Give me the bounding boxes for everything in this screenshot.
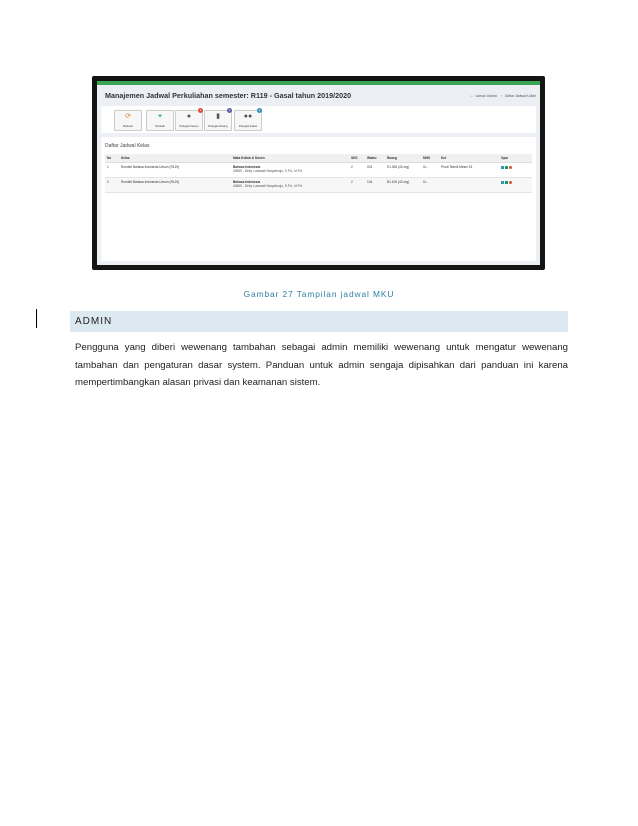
view-icon[interactable] [501,181,504,184]
petugas-dosen-label: Petugas Dosen [179,124,199,128]
cell-matakuliah [231,163,349,178]
col-header-ket: Ket [439,154,499,163]
cell-mhs: 0/-- [421,178,439,193]
col-header-ruang: Ruang [385,154,421,163]
plus-icon: + [157,113,163,120]
breadcrumb-home[interactable]: Laman Utama [475,94,497,98]
cell-ruang: E1.306 (40 org) [385,163,421,178]
cell-ket [439,178,499,193]
badge: 1 [199,108,202,112]
delete-icon[interactable] [509,181,512,184]
figure-caption: Gambar 27 Tampilan jadwal MKU [243,289,395,299]
petugas-kelas-button[interactable] [234,110,262,131]
course-name: Bahasa Indonesia [233,165,261,169]
col-header-no: No [105,154,119,163]
edit-icon[interactable] [505,181,508,184]
section-heading-band [70,311,568,332]
breadcrumb [467,94,536,98]
door-icon: ▮ [216,113,220,120]
user-icon: ● [186,113,192,120]
cell-matakuliah [231,178,349,193]
cell-no: 1 [105,163,119,178]
toolbar [101,106,536,133]
users-icon: ●● [243,113,253,120]
lecturer-name: 40865 - Deby Luriawati Naryatmojo, S.Pd., M.Pd. [233,184,303,188]
view-icon[interactable] [501,166,504,169]
badge: 1 [228,108,231,112]
cell-waktu: 001 [365,163,385,178]
table-row [105,163,532,178]
table-row [105,178,532,193]
schedule-table [105,154,532,193]
app-screen [97,81,540,265]
col-header-matakuliah: Mata Kuliah & Dosen [231,154,349,163]
change-bar [36,309,37,328]
cell-ket: Prodi Teknik Mesin S1 [439,163,499,178]
cell-waktu: 104 [365,178,385,193]
lecturer-name: 40865 - Deby Luriawati Naryatmojo, S.Pd., M.Pd. [233,169,303,173]
petugas-kelas-label: Petugas Kelas [238,124,258,128]
cell-sks: 2 [349,178,365,193]
add-label: Tambah [155,124,165,128]
col-header-waktu: Waktu [365,154,385,163]
section-heading: ADMIN [75,316,113,327]
refresh-label: Refresh [123,124,133,128]
cell-no: 2 [105,178,119,193]
petugas-dosen-button[interactable] [175,110,203,131]
col-header-mhs: MHS [421,154,439,163]
cell-ruang: B1.106 (40 org) [385,178,421,193]
panel-title: Daftar Jadwal Kelas [105,143,150,149]
chevron-right-icon: › [500,94,502,98]
table-header-row [105,154,532,163]
col-header-kelas: Kelas [119,154,231,163]
cell-opsi [499,178,532,193]
refresh-button[interactable] [114,110,142,131]
badge: 1 [258,108,261,112]
cell-mhs: 0/-- [421,163,439,178]
cell-opsi [499,163,532,178]
course-name: Bahasa Indonesia [233,180,261,184]
home-icon: ⌂ [470,94,473,98]
cell-sks: 2 [349,163,365,178]
schedule-panel [101,137,536,261]
top-green-bar [97,81,540,85]
petugas-ruang-button[interactable] [204,110,232,131]
delete-icon[interactable] [509,166,512,169]
refresh-icon: ⟳ [125,113,131,120]
col-header-opsi: Opsi [499,154,532,163]
col-header-sks: SKS [349,154,365,163]
cell-kelas: Rombel Bahasa Indonesia Umum (R119) [119,178,231,193]
petugas-ruang-label: Petugas Ruang [208,124,228,128]
edit-icon[interactable] [505,166,508,169]
cell-kelas: Rombel Bahasa Indonesia Umum (R119) [119,163,231,178]
page-title: Manajemen Jadwal Perkuliahan semester: R119 - Gasal tahun 2019/2020 [105,91,352,100]
add-button[interactable] [146,110,174,131]
embedded-screenshot [92,76,545,270]
breadcrumb-current: Daftar Jadwal Kuliah [504,94,536,98]
body-paragraph: Pengguna yang diberi wewenang tambahan sebagai admin memiliki wewenang untuk mengatur wewenang tambahan dan pengaturan dasar system. Panduan untuk admin sengaja dipisahkan dari panduan ini karena mempertimbangkan alasan privasi dan keamanan sistem. [75,342,568,388]
